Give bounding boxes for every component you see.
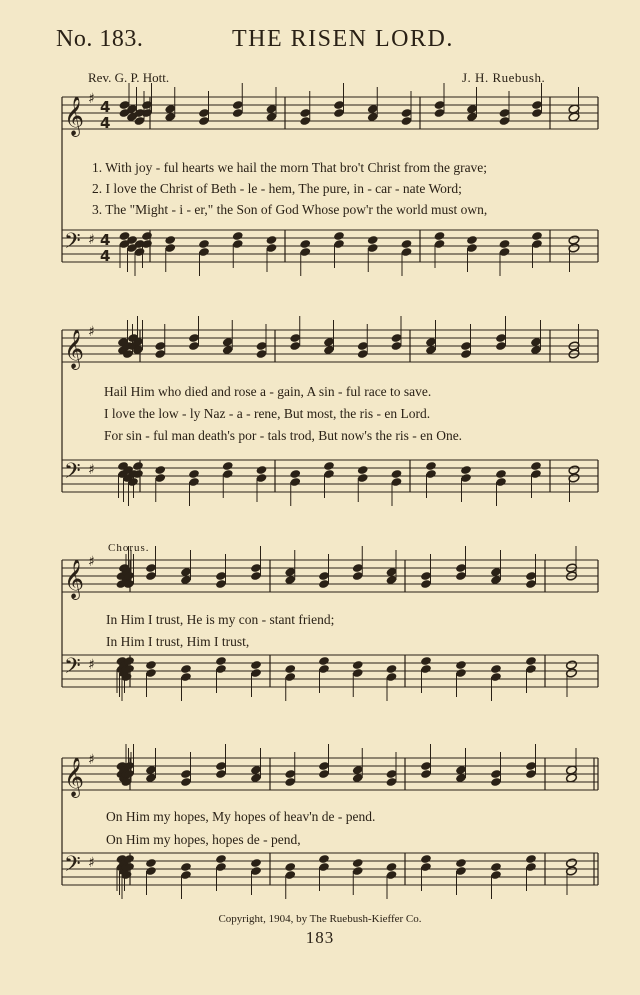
notehead [256, 465, 268, 475]
chorus-line-a-echo: In Him I trust, Him I trust, [106, 634, 250, 649]
notehead [250, 858, 262, 868]
time-signature: 4 [100, 114, 111, 132]
notehead [455, 858, 467, 868]
notehead [198, 239, 210, 249]
time-signature: 4 [100, 231, 111, 249]
verse-3-line-a: 3. The "Might - i - er," the Son of God Whose pow'r the world must own, [92, 202, 488, 217]
composer-credit: J. H. Ruebush. [462, 70, 546, 85]
notehead [455, 660, 467, 670]
notehead [180, 862, 192, 872]
sharp-icon: ♯ [88, 554, 95, 570]
notehead [401, 239, 413, 249]
treble-clef-icon: 𝄞 [64, 559, 85, 599]
notehead [525, 656, 537, 666]
sharp-icon: ♯ [88, 855, 95, 871]
notehead [232, 231, 244, 241]
notehead [318, 656, 330, 666]
notehead [352, 858, 364, 868]
sharp-icon: ♯ [88, 324, 95, 340]
treble-clef-icon: 𝄞 [64, 96, 85, 136]
bass-clef-icon: 𝄢 [64, 459, 81, 489]
chorus-line-b-echo: On Him my hopes, hopes de - pend, [106, 832, 301, 847]
page-number: 183 [305, 928, 335, 947]
notehead [299, 239, 311, 249]
treble-clef-icon: 𝄞 [64, 329, 85, 369]
notehead [284, 862, 296, 872]
notehead [180, 664, 192, 674]
notehead [391, 469, 403, 479]
notehead [289, 469, 301, 479]
bass-staff [62, 853, 598, 885]
notehead [132, 461, 144, 471]
sharp-icon: ♯ [88, 232, 95, 248]
notehead [266, 235, 278, 245]
notehead [145, 858, 157, 868]
notehead [531, 231, 543, 241]
bass-staff [62, 655, 598, 687]
sharp-icon: ♯ [88, 462, 95, 478]
chorus-label: Chorus. [108, 542, 150, 554]
author-credit: Rev. G. P. Hott. [88, 70, 170, 85]
notehead [495, 469, 507, 479]
notehead [250, 660, 262, 670]
notehead [490, 664, 502, 674]
sharp-icon: ♯ [88, 657, 95, 673]
notehead [525, 854, 537, 864]
notehead [425, 461, 437, 471]
notehead [284, 664, 296, 674]
notehead [386, 862, 398, 872]
notehead [460, 465, 472, 475]
bass-clef-icon: 𝄢 [64, 229, 81, 259]
notehead [188, 469, 200, 479]
notehead [420, 656, 432, 666]
time-signature: 4 [100, 98, 111, 116]
chorus-line-b-melody: On Him my hopes, My hopes of heav'n de - pend. [106, 809, 376, 824]
notehead [530, 461, 542, 471]
verse-3-line-b: For sin - ful man death's por - tals trod, But now's the ris - en One. [104, 428, 463, 443]
hymn-number: No. 183. [56, 26, 144, 52]
notehead [333, 231, 345, 241]
verse-1-line-a: 1. With joy - ful hearts we hail the morn That bro't Christ from the grave; [92, 160, 488, 175]
notehead [164, 235, 176, 245]
hymn-title: THE RISEN LORD. [232, 26, 454, 52]
notehead [386, 664, 398, 674]
notehead [318, 854, 330, 864]
notehead [141, 231, 153, 241]
sharp-icon: ♯ [88, 752, 95, 768]
notehead [215, 854, 227, 864]
notehead [215, 656, 227, 666]
copyright-notice: Copyright, 1904, by The Ruebush-Kieffer Co. [218, 913, 422, 925]
notehead [323, 461, 335, 471]
verse-1-line-b: Hail Him who died and rose a - gain, A sin - ful race to save. [104, 384, 432, 399]
notehead [145, 660, 157, 670]
treble-clef-icon: 𝄞 [64, 757, 85, 797]
notehead [352, 660, 364, 670]
treble-staff [62, 560, 598, 592]
time-signature: 4 [100, 247, 111, 265]
sharp-icon: ♯ [88, 91, 95, 107]
notehead [420, 854, 432, 864]
verse-2-line-b: I love the low - ly Naz - a - rene, But most, the ris - en Lord. [104, 406, 431, 421]
verse-2-line-a: 2. I love the Christ of Beth - le - hem, The pure, in - car - nate Word; [92, 181, 462, 196]
bass-clef-icon: 𝄢 [64, 654, 81, 684]
notehead [222, 461, 234, 471]
notehead [434, 231, 446, 241]
treble-staff [62, 758, 598, 790]
notehead [357, 465, 369, 475]
notehead [466, 235, 478, 245]
notehead [490, 862, 502, 872]
chorus-line-a-melody: In Him I trust, He is my con - stant friend; [106, 612, 335, 627]
notehead [367, 235, 379, 245]
notehead [154, 465, 166, 475]
bass-clef-icon: 𝄢 [64, 852, 81, 882]
notehead [499, 239, 511, 249]
